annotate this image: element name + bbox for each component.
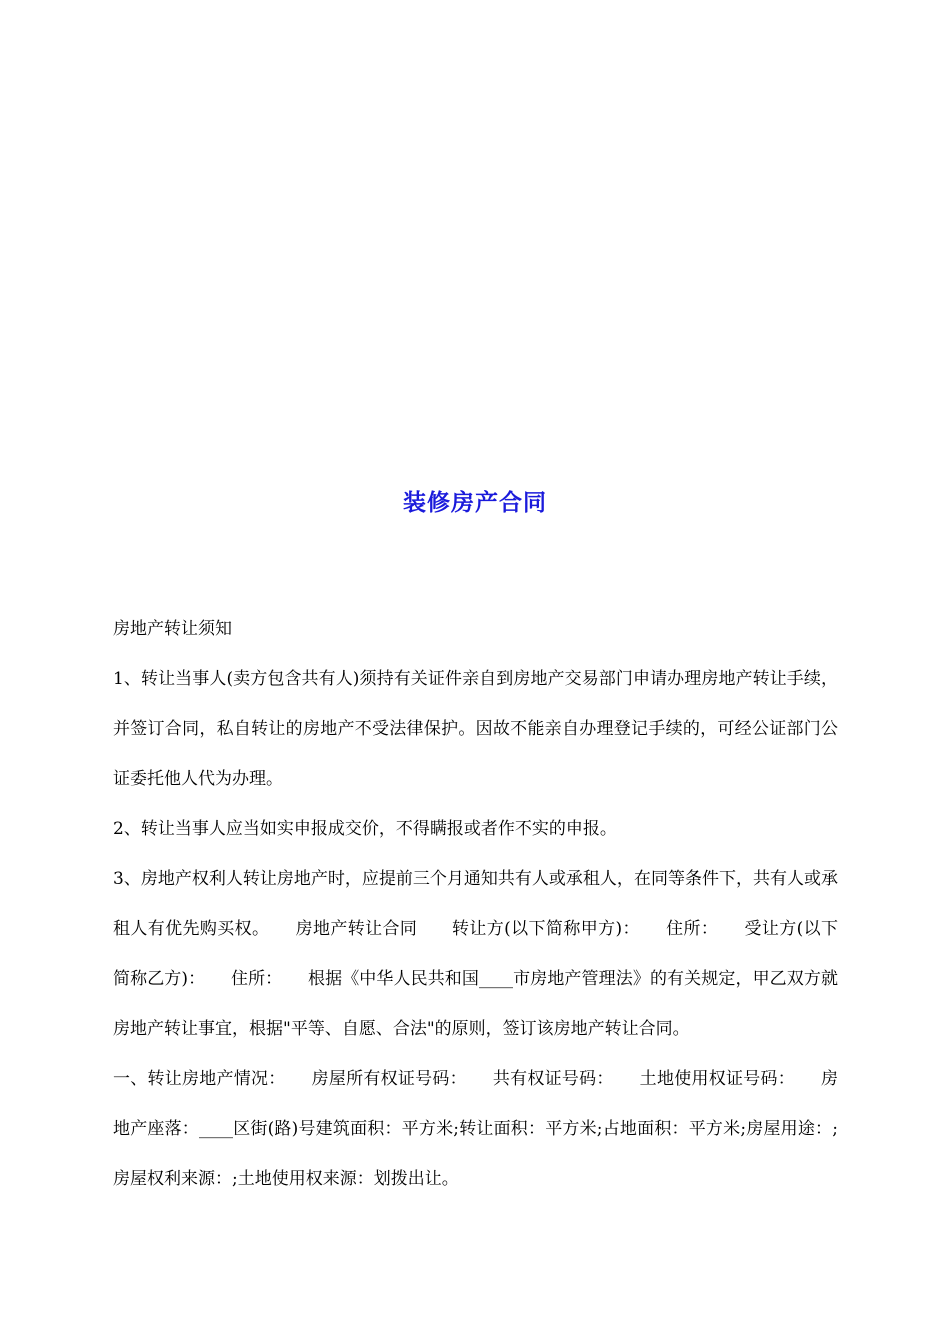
paragraph-section-1: 一、转让房地产情况： 房屋所有权证号码： 共有权证号码： 土地使用权证号码： 房地产座落：____区街(路)号建筑面积：平方米;转让面积：平方米;占地面积：平方米;房屋用途：;房屋权利来源：;土地使用权来源：划拨出让。: [113, 1069, 838, 1189]
paragraph-clause-3: 3、房地产权利人转让房地产时，应提前三个月通知共有人或承租人，在同等条件下，共有人或承租人有优先购买权。 房地产转让合同 转让方(以下简称甲方)： 住所： 受让方(以下简称乙方)： 住所： 根据《中华人民共和国____市房地产管理法》的有关规定，甲乙双方就房地产转让事宜，根据"平等、自愿、合法"的原则，签订该房地产转让合同。: [113, 869, 838, 1039]
paragraph-clause-1: 1、转让当事人(卖方包含共有人)须持有关证件亲自到房地产交易部门申请办理房地产转让手续，并签订合同，私自转让的房地产不受法律保护。因故不能亲自办理登记手续的，可经公证部门公证委托他人代为办理。: [113, 669, 838, 789]
document-body: [113, 604, 838, 1204]
document-title: 装修房产合同: [403, 490, 547, 516]
paragraph-clause-2: 2、转让当事人应当如实申报成交价，不得瞒报或者作不实的申报。: [113, 819, 617, 839]
paragraph-notice-heading: 房地产转让须知: [113, 619, 232, 639]
